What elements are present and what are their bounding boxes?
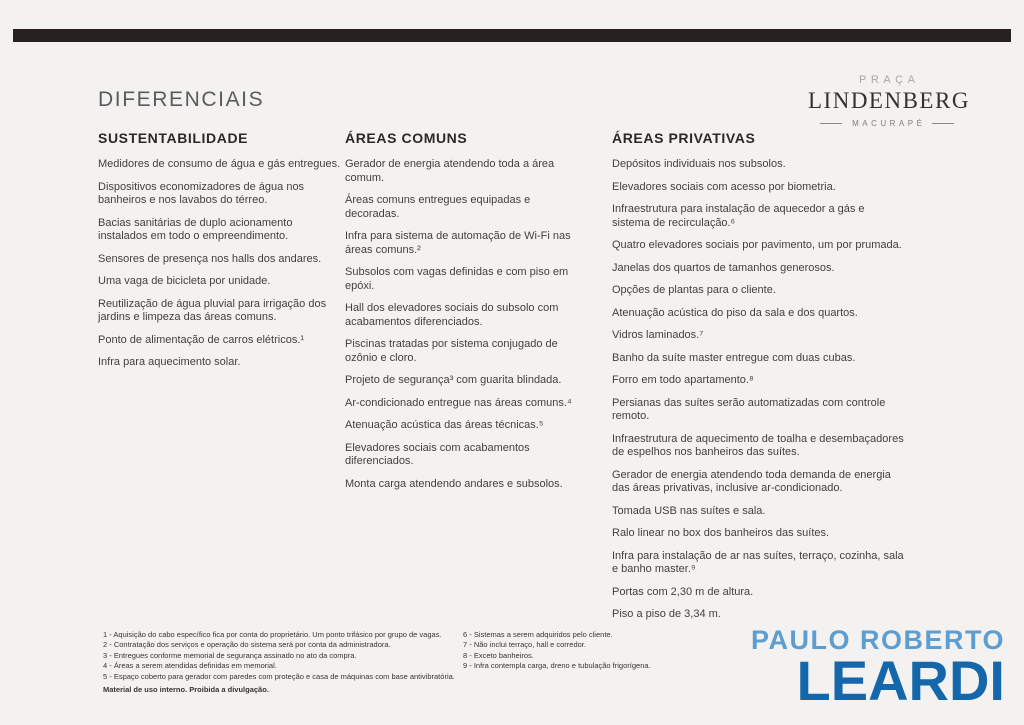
list-item: Infraestrutura para instalação de aquecedor a gás e sistema de recirculação.⁶ [612, 203, 865, 229]
list-item: Ponto de alimentação de carros elétricos.¹ [98, 333, 305, 346]
column-heading-sustentabilidade: SUSTENTABILIDADE [98, 130, 249, 146]
list-item: Elevadores sociais com acabamentos diferenciados. [345, 441, 530, 467]
page-title: DIFERENCIAIS [98, 88, 265, 111]
list-item: Hall dos elevadores sociais do subsolo com acabamentos diferenciados. [345, 302, 559, 328]
leardi-logo-line1: PAULO ROBERTO [750, 625, 1005, 655]
list-item: Depósitos individuais nos subsolos. [612, 158, 786, 170]
lindenberg-logo-praca: PRAÇA [859, 74, 920, 86]
footnote: 2 - Contratação dos serviços e operação do sistema será por conta da administradora. [103, 640, 391, 650]
column-heading-areas-comuns: ÁREAS COMUNS [345, 130, 468, 146]
list-item: Ralo linear no box dos banheiros das suítes. [612, 527, 830, 539]
list-item: Dispositivos economizadores de água nos banheiros e nos lavabos do térreo. [98, 180, 305, 206]
list-item: Opções de plantas para o cliente. [612, 284, 776, 296]
list-item: Banho da suíte master entregue com duas cubas. [612, 351, 856, 364]
footnote: 6 - Sistemas a serem adquiridos pelo cliente. [463, 630, 613, 639]
list-item: Gerador de energia atendendo toda demanda de energia das áreas privativas, inclusive ar-condicionado. [612, 468, 891, 494]
column-heading-areas-privativas: ÁREAS PRIVATIVAS [612, 130, 756, 146]
footnote: 1 - Aquisição do cabo específico fica por conta do proprietário. Um ponto trifásico por grupo de vagas. [103, 630, 442, 639]
column-areas-privativas [612, 130, 904, 631]
list-item: Infra para instalação de ar nas suítes, terraço, cozinha, sala e banho master.⁹ [612, 549, 904, 575]
list-item: Monta carga atendendo andares e subsolos. [345, 477, 563, 490]
footnote: 5 - Espaço coberto para gerador com paredes com proteção e casa de máquinas com base antivibratória. [103, 671, 455, 681]
footnote: 4 - Áreas a serem atendidas definidas em memorial. [103, 661, 277, 671]
list-item: Infra para sistema de automação de Wi-Fi nas áreas comuns.² [345, 230, 571, 256]
left-rule-line [820, 123, 842, 124]
list-item: Elevadores sociais com acesso por biometria. [612, 180, 836, 193]
list-item: Uma vaga de bicicleta por unidade. [98, 275, 271, 287]
list-item: Persianas das suítes serão automatizadas com controle remoto. [612, 396, 886, 422]
list-item: Janelas dos quartos de tamanhos generosos. [612, 261, 835, 274]
footnote: 3 - Entregues conforme memorial de segurança assinado no ato da compra. [103, 650, 357, 660]
lindenberg-logo [808, 74, 970, 128]
list-item: Portas com 2,30 m de altura. [612, 585, 754, 598]
list-item: Piscinas tratadas por sistema conjugado de ozônio e cloro. [345, 338, 558, 364]
list-item: Subsolos com vagas definidas e com piso em epóxi. [345, 266, 569, 292]
list-item: Bacias sanitárias de duplo acionamento instalados em todo o empreendimento. [98, 216, 293, 242]
internal-use-disclaimer: Material de uso interno. Proibida a divulgação. [103, 684, 269, 694]
footnotes-right-column [463, 630, 763, 672]
right-rule-line [932, 123, 954, 124]
list-item: Sensores de presença nos halls dos andares. [98, 252, 322, 265]
list-item: Atenuação acústica das áreas técnicas.⁵ [345, 419, 544, 431]
list-item: Medidores de consumo de água e gás entregues. [98, 158, 341, 170]
list-item: Forro em todo apartamento.⁸ [612, 374, 754, 386]
list-item: Projeto de segurança³ com guarita blindada. [345, 374, 562, 386]
list-item: Reutilização de água pluvial para irrigação dos jardins e limpeza das áreas comuns. [98, 297, 327, 323]
list-item: Gerador de energia atendendo toda a área comum. [345, 158, 555, 184]
column-sustentabilidade [98, 130, 343, 379]
leardi-logo-line2: LEARDI [796, 649, 1005, 712]
column-areas-comuns [345, 130, 578, 500]
list-item: Áreas comuns entregues equipadas e decoradas. [345, 194, 531, 220]
list-item: Infra para aquecimento solar. [98, 356, 241, 368]
lindenberg-logo-name: LINDENBERG [808, 88, 970, 113]
list-item: Quatro elevadores sociais por pavimento, um por prumada. [612, 239, 902, 251]
lindenberg-logo-subtitle-row [808, 119, 966, 128]
list-item: Ar-condicionado entregue nas áreas comuns.⁴ [345, 396, 572, 409]
leardi-logo [750, 625, 1005, 712]
footnotes-left-column [103, 630, 463, 695]
list-item: Infraestrutura de aquecimento de toalha e desembaçadores de espelhos nos banheiros das suítes. [612, 432, 904, 458]
list-item: Tomada USB nas suítes e sala. [612, 504, 766, 517]
top-divider-bar [13, 29, 1011, 42]
footnote: 7 - Não inclui terraço, hall e corredor. [463, 640, 586, 650]
list-item: Piso a piso de 3,34 m. [612, 608, 721, 620]
list-item: Atenuação acústica do piso da sala e dos quartos. [612, 306, 858, 319]
footnote: 9 - Infra contempla carga, dreno e tubulação frigorígena. [463, 661, 651, 671]
footnote: 8 - Exceto banheiros. [463, 650, 534, 660]
list-item: Vidros laminados.⁷ [612, 329, 704, 341]
lindenberg-logo-macurape: MACURAPÉ [852, 119, 926, 128]
